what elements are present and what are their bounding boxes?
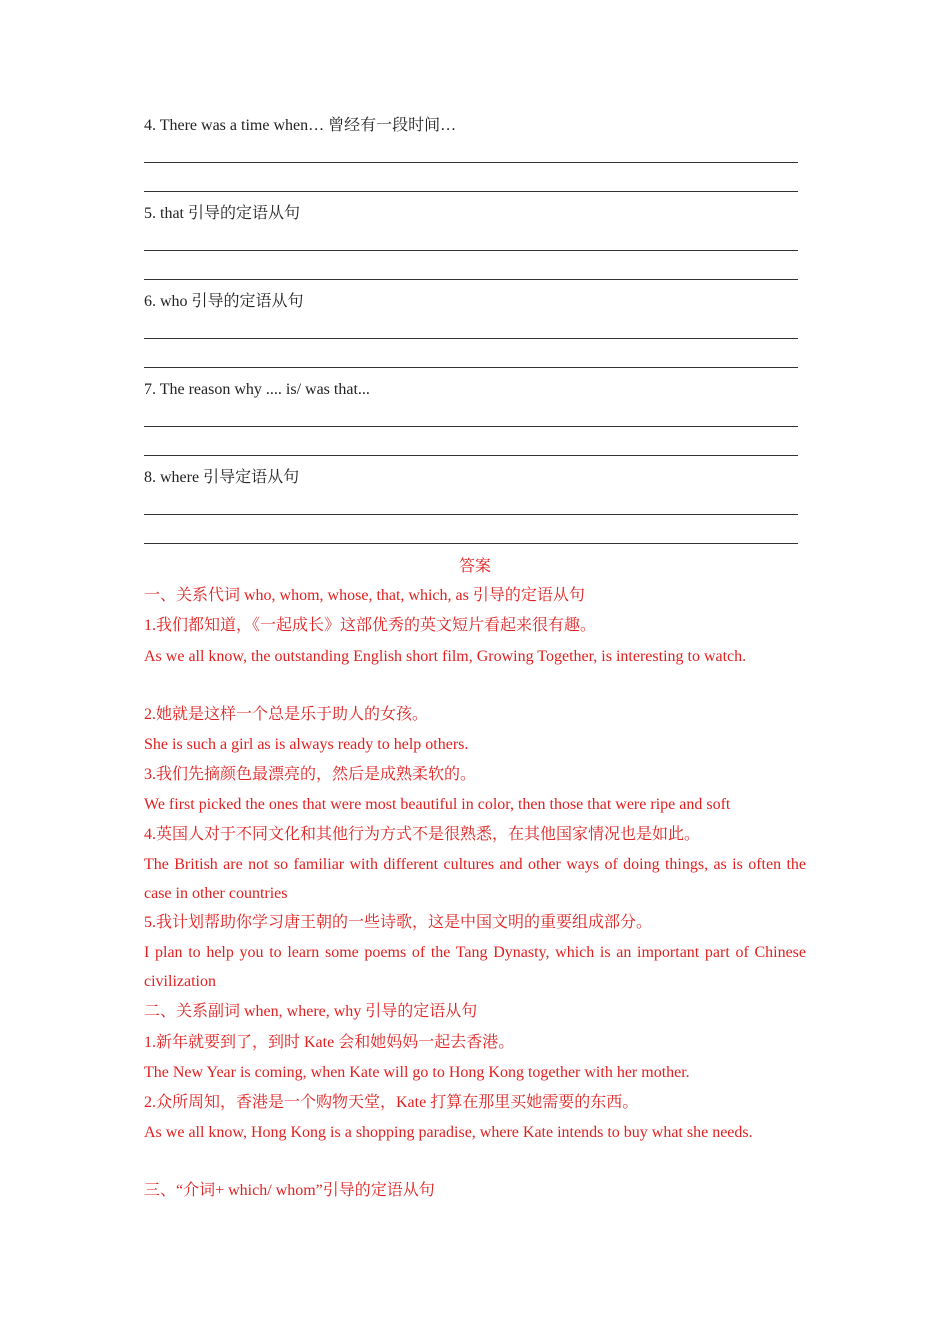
answer-2-2-chinese: 2.众所周知，香港是一个购物天堂，Kate 打算在那里买她需要的东西。 [144, 1094, 639, 1111]
answer-blank-line [144, 338, 798, 339]
answer-3-chinese: 3.我们先摘颜色最漂亮的，然后是成熟柔软的。 [144, 766, 477, 783]
answer-2-2-english: As we all know, Hong Kong is a shopping paradise, where Kate intends to buy what she needs. [144, 1124, 753, 1141]
section-3-title: 三、“介词+ which/ whom”引导的定语从句 [144, 1182, 435, 1199]
answer-2-chinese: 2.她就是这样一个总是乐于助人的女孩。 [144, 706, 429, 723]
exercise-5-title: 5. that 引导的定语从句 [144, 205, 300, 222]
exercise-4-title: 4. There was a time when… 曾经有一段时间… [144, 117, 457, 134]
answer-4-chinese: 4.英国人对于不同文化和其他行为方式不是很熟悉，在其他国家情况也是如此。 [144, 826, 701, 843]
answer-blank-line [144, 191, 798, 192]
answer-3-english: We first picked the ones that were most beautiful in color, then those that were ripe and soft [144, 796, 731, 813]
answer-blank-line [144, 426, 798, 427]
answer-4-english: The British are not so familiar with different cultures and other ways of doing things, as is often the case in other countries [144, 856, 806, 902]
answer-blank-line [144, 250, 798, 251]
answer-1-english: As we all know, the outstanding English short film, Growing Together, is interesting to watch. [144, 648, 747, 665]
answer-5-english: I plan to help you to learn some poems of the Tang Dynasty, which is an important part of Chinese civilization [144, 944, 806, 990]
answer-5-chinese: 5.我计划帮助你学习唐王朝的一些诗歌，这是中国文明的重要组成部分。 [144, 914, 653, 931]
answer-blank-line [144, 162, 798, 163]
answer-blank-line [144, 279, 798, 280]
answers-heading: 答案 [458, 558, 491, 575]
section-1-title: 一、关系代词 who, whom, whose, that, which, as 引导的定语从句 [144, 587, 585, 604]
answer-2-1-chinese: 1.新年就要到了，到时 Kate 会和她妈妈一起去香港。 [144, 1034, 515, 1051]
answer-blank-line [144, 543, 798, 544]
exercise-7-title: 7. The reason why .... is/ was that... [144, 381, 370, 398]
answer-blank-line [144, 514, 798, 515]
answer-2-english: She is such a girl as is always ready to help others. [144, 736, 469, 753]
section-2-title: 二、关系副词 when, where, why 引导的定语从句 [144, 1003, 478, 1020]
answer-2-1-english: The New Year is coming, when Kate will go to Hong Kong together with her mother. [144, 1064, 690, 1081]
answer-blank-line [144, 367, 798, 368]
exercise-6-title: 6. who 引导的定语从句 [144, 293, 304, 310]
exercise-8-title: 8. where 引导定语从句 [144, 469, 300, 486]
answer-1-chinese: 1.我们都知道，《一起成长》这部优秀的英文短片看起来很有趣。 [144, 617, 597, 634]
answer-blank-line [144, 455, 798, 456]
